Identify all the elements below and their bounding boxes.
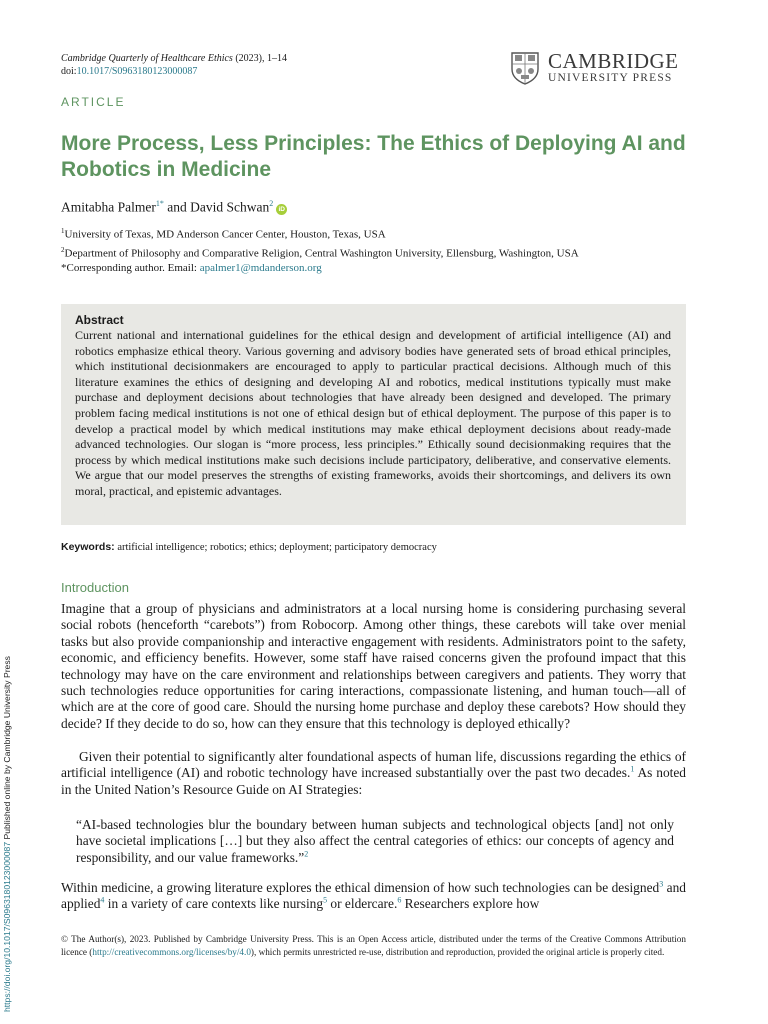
intro-paragraph-1: Imagine that a group of physicians and administrators at a local nursing home is considering purchasing several social robots (henceforth “carebots”) from Robocorp. Among other things, these carebots will take over menial tasks but also provide companionship and interactive engagement with residents. Administrators point to the safety, economic, and efficiency benefits. However, some staff have raised concerns given the profound impact that this technology may have on the care environment and relationships between caregivers and patients. They worry that such technologies reduce opportunities for caring interactions, compassionate listening, and human touch—all of which are at the core of good care. Should the nursing home purchase and deploy these carebots? How should they decide? If they decide to do so, how can they ensure that this technology is deployed ethically?	[61, 601, 686, 731]
article-type-label: ARTICLE	[61, 95, 126, 109]
article-title: More Process, Less Principles: The Ethics of Deploying AI and Robotics in Medicine	[61, 132, 686, 181]
crest-icon	[510, 51, 540, 85]
endnote-ref-2[interactable]: 2	[304, 849, 309, 859]
journal-name: Cambridge Quarterly of Healthcare Ethics	[61, 53, 233, 64]
author-2-affiliation-ref[interactable]: 2	[269, 199, 274, 208]
affiliation-2	[61, 243, 579, 262]
keywords-text: artificial intelligence; robotics; ethics; deployment; participatory democracy	[114, 542, 437, 553]
footer-text-b: ), which permits unrestricted re-use, distribution and reproduction, provided the original article is properly cited.	[250, 947, 665, 957]
sidebar-text: Published online by Cambridge University Press	[2, 656, 12, 842]
journal-meta: (2023), 1–14	[232, 53, 287, 64]
corresponding-author	[61, 261, 579, 276]
affiliation-1	[61, 224, 579, 243]
author-connector: and	[163, 199, 191, 215]
keywords-label: Keywords:	[61, 541, 115, 553]
intro-paragraph-3-part-a: Within medicine, a growing literature explores the ethical dimension of how such technologies can be designed	[61, 880, 660, 895]
vertical-sidebar-citation	[2, 656, 12, 1012]
affiliation-2-num: 2	[61, 245, 65, 254]
endnote-ref-6[interactable]: 6	[397, 895, 402, 905]
copyright-footer	[61, 933, 686, 959]
abstract-box	[61, 304, 686, 525]
intro-paragraph-3-part-e: Researchers explore how	[401, 896, 540, 912]
publisher-name: CAMBRIDGE	[548, 49, 679, 74]
intro-paragraph-3-part-c: in a variety of care contexts like nursing	[104, 896, 324, 912]
abstract-text: Current national and international guidelines for the ethical design and development of artificial intelligence (AI) and robotics emphasize ethical theory. Various governing and advisory bodies have generated sets of broad ethical principles, which institutional decisionmakers are encouraged to apply to particular practical decisions. Although much of this literature examines the ethics of designing and developing AI and robotics, medical institutions typically must make purchase and deployment decisions about technologies that have already been designed and developed. The primary problem facing medical institutions is not one of ethical design but of ethical deployment. The purpose of this paper is to develop a practical model by which medical institutions may make ethical deployment decisions about ready-made advanced technologies. Our slogan is “more process, less principles.” Ethically sound decisionmaking requires that the process by which medical institutions make such decisions include participatory, deliberative, and conservative elements. We argue that our model preserves the strengths of existing frameworks, avoids their shortcomings, and delivers its own moral, practical, and epistemic advantages.	[75, 328, 671, 498]
author-1[interactable]: Amitabha Palmer	[61, 199, 156, 215]
intro-paragraph-2-part-a: Given their potential to significantly alter foundational aspects of human life, discussions regarding the ethics of artificial intelligence (AI) and robotic technology have increased substantially over the past two decades.	[61, 749, 686, 781]
footer-text-a: © The Author(s), 2023. Published by Cambridge University Press. This is an Open Access article, distributed under the terms of the Creative Commons Attribution licence (	[61, 934, 686, 957]
publisher-logo[interactable]	[510, 50, 690, 86]
publisher-subname: UNIVERSITY PRESS	[548, 72, 673, 85]
endnote-ref-5[interactable]: 5	[323, 895, 328, 905]
abstract-heading: Abstract	[75, 313, 124, 327]
author-list	[61, 199, 287, 216]
endnote-ref-3[interactable]: 3	[659, 879, 664, 889]
intro-paragraph-3-part-d: or eldercare.	[327, 896, 398, 912]
author-2[interactable]: David Schwan	[190, 199, 270, 215]
doi-link[interactable]: 10.1017/S0963180123000087	[76, 66, 198, 77]
sidebar-doi-link[interactable]: https://doi.org/10.1017/S0963180123000087	[2, 841, 12, 1012]
section-heading-introduction: Introduction	[61, 580, 129, 595]
intro-paragraph-2	[61, 749, 686, 798]
endnote-ref-1[interactable]: 1	[630, 764, 635, 774]
intro-paragraph-3-part-b: and applied	[61, 880, 687, 912]
affiliation-2-text: Department of Philosophy and Comparative Religion, Central Washington University, Ellensburg, Washington, USA	[64, 247, 579, 260]
block-quote-text: “AI-based technologies blur the boundary between human subjects and technological objects [and] not only have societal implications […] but they also affect the central categories of ethics: our concepts of agency and responsibility, and our value frameworks.”	[76, 817, 674, 865]
doi-prefix: doi:	[61, 66, 77, 77]
affiliations	[61, 224, 579, 276]
license-link[interactable]: http://creativecommons.org/licenses/by/4.0	[92, 947, 251, 957]
affiliation-1-num: 1	[61, 227, 65, 235]
affiliation-1-text: University of Texas, MD Anderson Cancer Center, Houston, Texas, USA	[64, 228, 386, 241]
keywords	[61, 541, 437, 553]
endnote-ref-4[interactable]: 4	[100, 895, 105, 905]
corresponding-author-label: *Corresponding author. Email:	[61, 262, 200, 275]
corresponding-email-link[interactable]: apalmer1@mdanderson.org	[199, 262, 322, 275]
intro-paragraph-3	[61, 880, 686, 913]
journal-citation	[61, 52, 287, 78]
orcid-icon[interactable]: iD	[276, 204, 287, 215]
block-quote	[76, 817, 674, 866]
intro-paragraph-2-part-b: As noted in the United Nation’s Resource Guide on AI Strategies:	[61, 765, 686, 797]
author-1-affiliation-ref[interactable]: 1*	[155, 199, 164, 208]
